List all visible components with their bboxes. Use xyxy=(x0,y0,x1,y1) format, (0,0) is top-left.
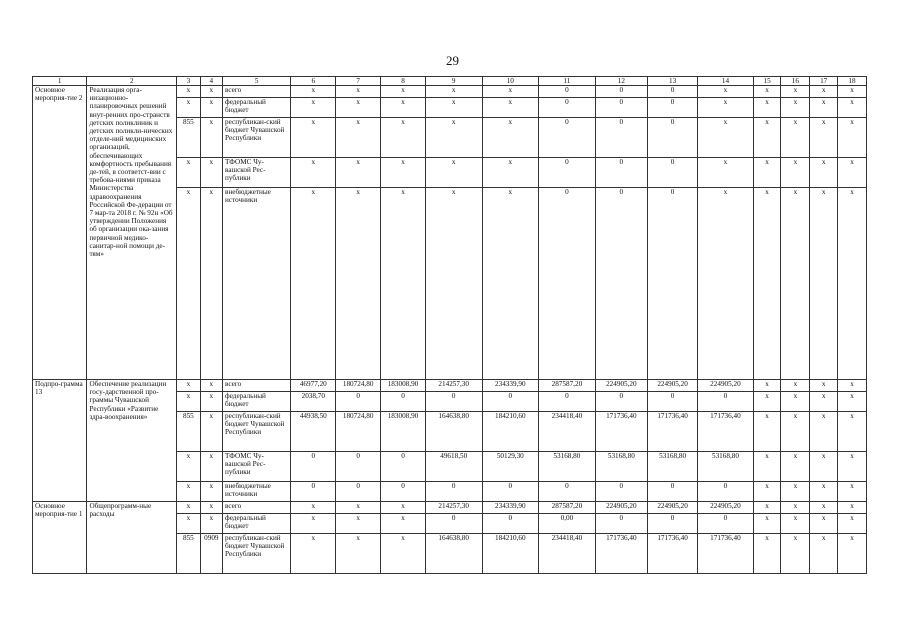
value-cell: 224905,20 xyxy=(595,380,647,392)
funding-source: республикан-ский бюджет Чувашской Республики xyxy=(223,534,291,574)
page-number: 29 xyxy=(446,53,459,68)
value-cell: 53168,80 xyxy=(539,452,596,482)
value-cell: x xyxy=(482,98,539,118)
value-cell: x xyxy=(753,158,781,188)
funding-source: всего xyxy=(223,380,291,392)
value-cell: 0 xyxy=(595,392,647,412)
value-cell: 183008,90 xyxy=(381,380,426,392)
value-cell: 171736,40 xyxy=(595,412,647,452)
value-cell: x xyxy=(698,188,754,380)
value-cell: x xyxy=(291,514,336,534)
value-cell: x xyxy=(381,86,426,98)
value-cell: 0 xyxy=(482,482,539,502)
value-cell: 0 xyxy=(648,158,698,188)
value-cell: x xyxy=(291,118,336,158)
value-cell: 0 xyxy=(595,98,647,118)
value-cell: x xyxy=(781,86,810,98)
value-cell: x xyxy=(781,118,810,158)
value-cell: x xyxy=(336,98,381,118)
value-cell: 0 xyxy=(698,482,754,502)
value-cell: x xyxy=(291,188,336,380)
value-cell: 0 xyxy=(291,482,336,502)
value-cell: 171736,40 xyxy=(698,412,754,452)
table-row xyxy=(33,86,867,98)
value-cell: x xyxy=(753,98,781,118)
funding-source: республикан-ский бюджет Чувашской Республики xyxy=(223,412,291,452)
value-cell: x xyxy=(336,118,381,158)
value-cell: 214257,30 xyxy=(425,380,482,392)
header-cell: 7 xyxy=(336,77,381,86)
value-cell: x xyxy=(781,452,810,482)
section-code: x xyxy=(200,452,222,482)
value-cell: 234418,40 xyxy=(539,412,596,452)
funding-source: федеральный бюджет xyxy=(223,392,291,412)
value-cell: x xyxy=(753,188,781,380)
header-cell: 8 xyxy=(381,77,426,86)
grbs-code: 855 xyxy=(177,534,200,574)
value-cell: 0 xyxy=(648,392,698,412)
grbs-code: x xyxy=(177,188,200,380)
funding-source: внебюджетные источники xyxy=(223,188,291,380)
value-cell: x xyxy=(753,452,781,482)
value-cell: x xyxy=(482,86,539,98)
value-cell: x xyxy=(336,534,381,574)
value-cell: x xyxy=(810,118,838,158)
header-cell: 3 xyxy=(177,77,200,86)
value-cell: 224905,20 xyxy=(698,380,754,392)
value-cell: x xyxy=(810,534,838,574)
value-cell: x xyxy=(336,158,381,188)
value-cell: 0 xyxy=(336,452,381,482)
value-cell: 234339,90 xyxy=(482,502,539,514)
value-cell: x xyxy=(425,118,482,158)
value-cell: 50129,30 xyxy=(482,452,539,482)
section-code: x xyxy=(200,514,222,534)
value-cell: 0,00 xyxy=(539,514,596,534)
table-row xyxy=(33,380,867,392)
value-cell: 287587,20 xyxy=(539,380,596,392)
value-cell: 171736,40 xyxy=(595,534,647,574)
section-code: x xyxy=(200,482,222,502)
value-cell: 180724,80 xyxy=(336,380,381,392)
value-cell: 184210,60 xyxy=(482,534,539,574)
value-cell: x xyxy=(698,86,754,98)
value-cell: 44938,50 xyxy=(291,412,336,452)
section-code: x xyxy=(200,412,222,452)
value-cell: 171736,40 xyxy=(698,534,754,574)
table-body xyxy=(33,86,867,574)
funding-source: федеральный бюджет xyxy=(223,98,291,118)
value-cell: x xyxy=(336,514,381,534)
value-cell: 0 xyxy=(648,118,698,158)
funding-source: внебюджетные источники xyxy=(223,482,291,502)
header-cell: 13 xyxy=(648,77,698,86)
value-cell: 171736,40 xyxy=(648,412,698,452)
header-cell: 18 xyxy=(838,77,867,86)
value-cell: x xyxy=(810,380,838,392)
value-cell: 164638,80 xyxy=(425,412,482,452)
header-cell: 17 xyxy=(810,77,838,86)
value-cell: x xyxy=(381,158,426,188)
value-cell: 0 xyxy=(381,452,426,482)
value-cell: 183008,90 xyxy=(381,412,426,452)
value-cell: x xyxy=(753,412,781,452)
value-cell: 0 xyxy=(381,392,426,412)
value-cell: 0 xyxy=(336,482,381,502)
value-cell: x xyxy=(838,482,867,502)
value-cell: x xyxy=(810,452,838,482)
value-cell: 214257,30 xyxy=(425,502,482,514)
value-cell: 0 xyxy=(291,452,336,482)
budget-table xyxy=(32,76,867,574)
value-cell: x xyxy=(753,380,781,392)
value-cell: x xyxy=(425,188,482,380)
value-cell: 224905,20 xyxy=(595,502,647,514)
header-cell: 6 xyxy=(291,77,336,86)
value-cell: x xyxy=(810,502,838,514)
value-cell: x xyxy=(381,118,426,158)
value-cell: 53168,80 xyxy=(595,452,647,482)
value-cell: 224905,20 xyxy=(698,502,754,514)
header-cell: 16 xyxy=(781,77,810,86)
value-cell: x xyxy=(810,158,838,188)
value-cell: x xyxy=(291,158,336,188)
value-cell: x xyxy=(381,188,426,380)
value-cell: x xyxy=(381,502,426,514)
value-cell: x xyxy=(291,98,336,118)
value-cell: x xyxy=(753,86,781,98)
value-cell: x xyxy=(781,514,810,534)
value-cell: 0 xyxy=(648,482,698,502)
value-cell: 0 xyxy=(539,118,596,158)
value-cell: 0 xyxy=(539,482,596,502)
value-cell: 184210,60 xyxy=(482,412,539,452)
value-cell: x xyxy=(810,98,838,118)
value-cell: x xyxy=(838,86,867,98)
value-cell: x xyxy=(838,452,867,482)
value-cell: x xyxy=(753,392,781,412)
value-cell: 0 xyxy=(539,158,596,188)
section-code: x xyxy=(200,118,222,158)
section-code: x xyxy=(200,158,222,188)
section-code: x xyxy=(200,392,222,412)
value-cell: x xyxy=(482,158,539,188)
value-cell: x xyxy=(781,392,810,412)
grbs-code: x xyxy=(177,86,200,98)
grbs-code: 855 xyxy=(177,118,200,158)
value-cell: 0 xyxy=(595,482,647,502)
value-cell: x xyxy=(698,158,754,188)
value-cell: x xyxy=(753,534,781,574)
value-cell: x xyxy=(381,98,426,118)
value-cell: 0 xyxy=(482,392,539,412)
funding-source: всего xyxy=(223,86,291,98)
value-cell: x xyxy=(753,482,781,502)
value-cell: x xyxy=(838,534,867,574)
section-description: Общепрограмм-ные расходы xyxy=(87,502,177,574)
value-cell: x xyxy=(336,502,381,514)
value-cell: 171736,40 xyxy=(648,534,698,574)
value-cell: x xyxy=(810,392,838,412)
value-cell: x xyxy=(698,118,754,158)
section-description: Обеспечение реализации госу-дарственной про-граммы Чувашской Республики «Развитие здра-воохранения» xyxy=(87,380,177,502)
value-cell: x xyxy=(838,514,867,534)
header-cell: 4 xyxy=(200,77,222,86)
value-cell: x xyxy=(781,380,810,392)
value-cell: 0 xyxy=(539,98,596,118)
value-cell: 234418,40 xyxy=(539,534,596,574)
header-cell: 12 xyxy=(595,77,647,86)
value-cell: 0 xyxy=(595,188,647,380)
header-cell: 14 xyxy=(698,77,754,86)
section-code: x xyxy=(200,380,222,392)
section-label: Основное мероприя-тие 2 xyxy=(33,86,87,380)
funding-source: ТФОМС Чу-вашской Рес-публики xyxy=(223,158,291,188)
value-cell: 0 xyxy=(425,514,482,534)
value-cell: 0 xyxy=(539,86,596,98)
value-cell: 0 xyxy=(595,158,647,188)
value-cell: 224905,20 xyxy=(648,502,698,514)
value-cell: x xyxy=(753,502,781,514)
value-cell: x xyxy=(838,98,867,118)
value-cell: x xyxy=(291,86,336,98)
value-cell: x xyxy=(781,158,810,188)
value-cell: x xyxy=(482,188,539,380)
section-label: Подпро-грамма 13 xyxy=(33,380,87,502)
value-cell: x xyxy=(810,482,838,502)
value-cell: x xyxy=(781,188,810,380)
value-cell: x xyxy=(781,502,810,514)
grbs-code: x xyxy=(177,392,200,412)
value-cell: x xyxy=(838,188,867,380)
grbs-code: 855 xyxy=(177,412,200,452)
header-cell: 15 xyxy=(753,77,781,86)
value-cell: 0 xyxy=(698,392,754,412)
funding-source: республикан-ский бюджет Чувашской Республики xyxy=(223,118,291,158)
value-cell: x xyxy=(482,118,539,158)
value-cell: 0 xyxy=(595,514,647,534)
value-cell: x xyxy=(425,86,482,98)
value-cell: x xyxy=(781,482,810,502)
section-code: x xyxy=(200,188,222,380)
value-cell: 0 xyxy=(648,86,698,98)
value-cell: 0 xyxy=(539,188,596,380)
value-cell: 2038,70 xyxy=(291,392,336,412)
value-cell: x xyxy=(425,158,482,188)
value-cell: 180724,80 xyxy=(336,412,381,452)
section-label: Основное мероприя-тие 1 xyxy=(33,502,87,574)
value-cell: x xyxy=(291,502,336,514)
value-cell: 53168,80 xyxy=(698,452,754,482)
section-code: 0909 xyxy=(200,534,222,574)
value-cell: x xyxy=(810,412,838,452)
section-code: x xyxy=(200,86,222,98)
value-cell: 0 xyxy=(698,514,754,534)
value-cell: 0 xyxy=(595,118,647,158)
header-cell: 1 xyxy=(33,77,87,86)
funding-source: ТФОМС Чу-вашской Рес-публики xyxy=(223,452,291,482)
value-cell: 234339,90 xyxy=(482,380,539,392)
value-cell: x xyxy=(381,514,426,534)
value-cell: x xyxy=(336,188,381,380)
value-cell: x xyxy=(810,514,838,534)
value-cell: 287587,20 xyxy=(539,502,596,514)
grbs-code: x xyxy=(177,452,200,482)
value-cell: x xyxy=(753,118,781,158)
value-cell: x xyxy=(810,188,838,380)
table-row xyxy=(33,502,867,514)
funding-source: всего xyxy=(223,502,291,514)
section-description: Реализация орга-низационно-планировочных решений внут-ренних про-странств детских поликлиник и детских поликли-нических отделе-ний медицинских организаций, обеспечивающих комфортность пребывания де-тей, в соответст-вии с требова-ниями приказа Министерства здравоохранения Российской Фе-дерации от 7 мар-та 2018 г. № 92н «Об утверждении Положения об организации ока-зания первичной медико-санитар-ной помощи де-тям» xyxy=(87,86,177,380)
value-cell: 0 xyxy=(425,482,482,502)
value-cell: 0 xyxy=(539,392,596,412)
header-cell: 2 xyxy=(87,77,177,86)
header-cell: 5 xyxy=(223,77,291,86)
value-cell: x xyxy=(838,380,867,392)
value-cell: x xyxy=(781,98,810,118)
value-cell: x xyxy=(698,98,754,118)
value-cell: 0 xyxy=(648,98,698,118)
value-cell: 53168,80 xyxy=(648,452,698,482)
value-cell: x xyxy=(810,86,838,98)
grbs-code: x xyxy=(177,98,200,118)
value-cell: 49618,50 xyxy=(425,452,482,482)
value-cell: 0 xyxy=(381,482,426,502)
value-cell: 0 xyxy=(648,188,698,380)
grbs-code: x xyxy=(177,482,200,502)
value-cell: 0 xyxy=(648,514,698,534)
value-cell: 0 xyxy=(482,514,539,534)
grbs-code: x xyxy=(177,380,200,392)
value-cell: x xyxy=(336,86,381,98)
value-cell: x xyxy=(781,534,810,574)
value-cell: x xyxy=(381,534,426,574)
value-cell: 0 xyxy=(595,86,647,98)
header-cell: 11 xyxy=(539,77,596,86)
value-cell: x xyxy=(291,534,336,574)
value-cell: 0 xyxy=(425,392,482,412)
header-cell: 10 xyxy=(482,77,539,86)
value-cell: x xyxy=(425,98,482,118)
header-cell: 9 xyxy=(425,77,482,86)
value-cell: x xyxy=(838,158,867,188)
grbs-code: x xyxy=(177,158,200,188)
value-cell: x xyxy=(838,412,867,452)
grbs-code: x xyxy=(177,514,200,534)
value-cell: x xyxy=(753,514,781,534)
value-cell: 46977,20 xyxy=(291,380,336,392)
section-code: x xyxy=(200,502,222,514)
header-row xyxy=(33,77,867,86)
value-cell: x xyxy=(838,118,867,158)
value-cell: x xyxy=(838,502,867,514)
grbs-code: x xyxy=(177,502,200,514)
section-code: x xyxy=(200,98,222,118)
funding-source: федеральный бюджет xyxy=(223,514,291,534)
value-cell: 0 xyxy=(336,392,381,412)
value-cell: 224905,20 xyxy=(648,380,698,392)
value-cell: x xyxy=(838,392,867,412)
value-cell: x xyxy=(781,412,810,452)
value-cell: 164638,80 xyxy=(425,534,482,574)
